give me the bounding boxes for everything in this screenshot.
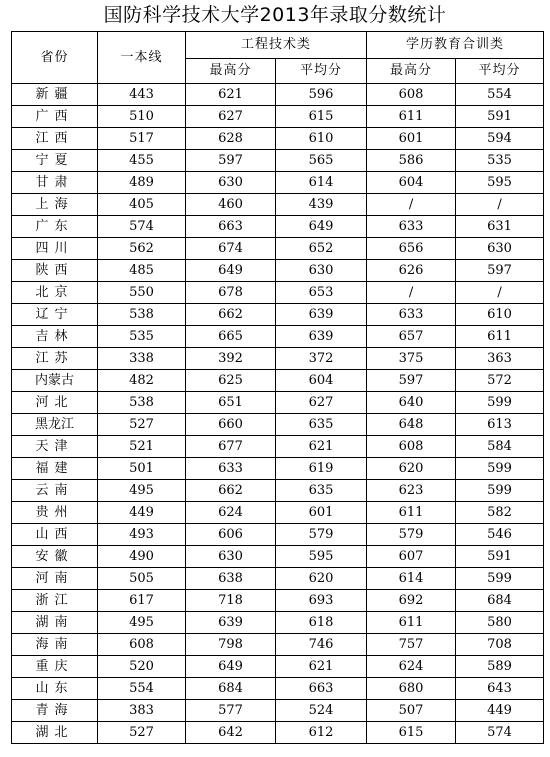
table-row xyxy=(12,326,544,348)
eng-avg-cell: 621 xyxy=(276,436,367,458)
province-cell: 四川 xyxy=(12,238,98,260)
eng-max-cell: 392 xyxy=(186,348,276,370)
eng-avg-cell: 635 xyxy=(276,414,367,436)
province-cell: 河北 xyxy=(12,392,98,414)
eng-avg-cell: 601 xyxy=(276,502,367,524)
edu-max-cell: / xyxy=(367,194,456,216)
province-cell: 甘肃 xyxy=(12,172,98,194)
table-row xyxy=(12,436,544,458)
table-row xyxy=(12,524,544,546)
edu-avg-cell: 610 xyxy=(456,304,544,326)
eng-max-cell: 633 xyxy=(186,458,276,480)
header-province: 省份 xyxy=(12,32,98,84)
edu-avg-cell: 582 xyxy=(456,502,544,524)
eng-avg-cell: 612 xyxy=(276,722,367,744)
province-cell: 贵州 xyxy=(12,502,98,524)
edu-max-cell: 640 xyxy=(367,392,456,414)
eng-avg-cell: 610 xyxy=(276,128,367,150)
province-cell: 湖南 xyxy=(12,612,98,634)
eng-max-cell: 630 xyxy=(186,172,276,194)
table-body xyxy=(12,84,544,744)
province-cell: 福建 xyxy=(12,458,98,480)
edu-max-cell: 626 xyxy=(367,260,456,282)
table-row xyxy=(12,150,544,172)
table-row xyxy=(12,348,544,370)
edu-avg-cell: 631 xyxy=(456,216,544,238)
tier1-cell: 608 xyxy=(98,634,186,656)
edu-max-cell: 611 xyxy=(367,612,456,634)
edu-avg-cell: 643 xyxy=(456,678,544,700)
header-eng-avg: 平均分 xyxy=(276,59,367,84)
province-cell: 江西 xyxy=(12,128,98,150)
edu-max-cell: 623 xyxy=(367,480,456,502)
eng-avg-cell: 693 xyxy=(276,590,367,612)
page-title: 国防科学技术大学2013年录取分数统计 xyxy=(103,4,447,26)
eng-max-cell: 662 xyxy=(186,304,276,326)
province-cell: 海南 xyxy=(12,634,98,656)
eng-avg-cell: 595 xyxy=(276,546,367,568)
tier1-cell: 550 xyxy=(98,282,186,304)
edu-avg-cell: / xyxy=(456,194,544,216)
eng-avg-cell: 604 xyxy=(276,370,367,392)
eng-max-cell: 663 xyxy=(186,216,276,238)
eng-avg-cell: 639 xyxy=(276,304,367,326)
edu-max-cell: 680 xyxy=(367,678,456,700)
edu-max-cell: 601 xyxy=(367,128,456,150)
edu-avg-cell: 630 xyxy=(456,238,544,260)
table-row xyxy=(12,172,544,194)
tier1-cell: 517 xyxy=(98,128,186,150)
eng-max-cell: 651 xyxy=(186,392,276,414)
edu-max-cell: 604 xyxy=(367,172,456,194)
edu-max-cell: 607 xyxy=(367,546,456,568)
table-row xyxy=(12,370,544,392)
province-cell: 吉林 xyxy=(12,326,98,348)
edu-avg-cell: 599 xyxy=(456,480,544,502)
edu-avg-cell: 591 xyxy=(456,546,544,568)
header-education-group: 学历教育合训类 xyxy=(367,32,544,59)
eng-max-cell: 628 xyxy=(186,128,276,150)
edu-max-cell: 620 xyxy=(367,458,456,480)
table-row xyxy=(12,568,544,590)
table-row xyxy=(12,304,544,326)
edu-avg-cell: / xyxy=(456,282,544,304)
edu-max-cell: 586 xyxy=(367,150,456,172)
tier1-cell: 493 xyxy=(98,524,186,546)
province-cell: 安徽 xyxy=(12,546,98,568)
table-row xyxy=(12,612,544,634)
province-cell: 黑龙江 xyxy=(12,414,98,436)
header-edu-avg: 平均分 xyxy=(456,59,544,84)
eng-max-cell: 624 xyxy=(186,502,276,524)
table-row xyxy=(12,722,544,744)
edu-avg-cell: 599 xyxy=(456,568,544,590)
edu-avg-cell: 535 xyxy=(456,150,544,172)
province-cell: 山西 xyxy=(12,524,98,546)
edu-avg-cell: 595 xyxy=(456,172,544,194)
table-row xyxy=(12,458,544,480)
eng-avg-cell: 615 xyxy=(276,106,367,128)
edu-avg-cell: 572 xyxy=(456,370,544,392)
edu-avg-cell: 554 xyxy=(456,84,544,106)
edu-avg-cell: 580 xyxy=(456,612,544,634)
tier1-cell: 574 xyxy=(98,216,186,238)
province-cell: 湖北 xyxy=(12,722,98,744)
province-cell: 北京 xyxy=(12,282,98,304)
tier1-cell: 489 xyxy=(98,172,186,194)
province-cell: 宁夏 xyxy=(12,150,98,172)
table-row xyxy=(12,700,544,722)
eng-avg-cell: 439 xyxy=(276,194,367,216)
province-cell: 江苏 xyxy=(12,348,98,370)
tier1-cell: 521 xyxy=(98,436,186,458)
eng-max-cell: 678 xyxy=(186,282,276,304)
tier1-cell: 554 xyxy=(98,678,186,700)
eng-avg-cell: 579 xyxy=(276,524,367,546)
province-cell: 重庆 xyxy=(12,656,98,678)
tier1-cell: 495 xyxy=(98,480,186,502)
eng-avg-cell: 620 xyxy=(276,568,367,590)
eng-avg-cell: 746 xyxy=(276,634,367,656)
edu-avg-cell: 589 xyxy=(456,656,544,678)
province-cell: 上海 xyxy=(12,194,98,216)
edu-max-cell: 757 xyxy=(367,634,456,656)
eng-max-cell: 627 xyxy=(186,106,276,128)
edu-max-cell: 648 xyxy=(367,414,456,436)
table-row xyxy=(12,238,544,260)
edu-max-cell: 624 xyxy=(367,656,456,678)
table-row xyxy=(12,414,544,436)
eng-avg-cell: 627 xyxy=(276,392,367,414)
edu-max-cell: 597 xyxy=(367,370,456,392)
table-row xyxy=(12,194,544,216)
tier1-cell: 617 xyxy=(98,590,186,612)
tier1-cell: 383 xyxy=(98,700,186,722)
table-row xyxy=(12,480,544,502)
tier1-cell: 495 xyxy=(98,612,186,634)
eng-avg-cell: 663 xyxy=(276,678,367,700)
province-cell: 浙江 xyxy=(12,590,98,612)
edu-max-cell: 507 xyxy=(367,700,456,722)
edu-max-cell: / xyxy=(367,282,456,304)
table-row xyxy=(12,502,544,524)
edu-max-cell: 608 xyxy=(367,84,456,106)
table-header xyxy=(12,32,544,84)
eng-max-cell: 649 xyxy=(186,656,276,678)
edu-avg-cell: 574 xyxy=(456,722,544,744)
tier1-cell: 443 xyxy=(98,84,186,106)
eng-avg-cell: 653 xyxy=(276,282,367,304)
eng-max-cell: 621 xyxy=(186,84,276,106)
tier1-cell: 520 xyxy=(98,656,186,678)
eng-avg-cell: 565 xyxy=(276,150,367,172)
edu-max-cell: 633 xyxy=(367,216,456,238)
table-row xyxy=(12,546,544,568)
tier1-cell: 455 xyxy=(98,150,186,172)
tier1-cell: 527 xyxy=(98,414,186,436)
eng-max-cell: 597 xyxy=(186,150,276,172)
tier1-cell: 449 xyxy=(98,502,186,524)
edu-avg-cell: 594 xyxy=(456,128,544,150)
table-row xyxy=(12,678,544,700)
province-cell: 河南 xyxy=(12,568,98,590)
header-edu-max: 最高分 xyxy=(367,59,456,84)
header-tier1: 一本线 xyxy=(98,32,186,84)
province-cell: 山东 xyxy=(12,678,98,700)
province-cell: 辽宁 xyxy=(12,304,98,326)
eng-avg-cell: 639 xyxy=(276,326,367,348)
eng-max-cell: 677 xyxy=(186,436,276,458)
edu-avg-cell: 584 xyxy=(456,436,544,458)
eng-max-cell: 662 xyxy=(186,480,276,502)
edu-max-cell: 656 xyxy=(367,238,456,260)
score-table xyxy=(11,31,544,744)
tier1-cell: 527 xyxy=(98,722,186,744)
eng-max-cell: 639 xyxy=(186,612,276,634)
table-row xyxy=(12,128,544,150)
eng-avg-cell: 630 xyxy=(276,260,367,282)
edu-avg-cell: 591 xyxy=(456,106,544,128)
edu-avg-cell: 684 xyxy=(456,590,544,612)
table-row xyxy=(12,590,544,612)
edu-max-cell: 611 xyxy=(367,106,456,128)
edu-max-cell: 633 xyxy=(367,304,456,326)
eng-max-cell: 684 xyxy=(186,678,276,700)
province-cell: 广西 xyxy=(12,106,98,128)
province-cell: 新疆 xyxy=(12,84,98,106)
tier1-cell: 535 xyxy=(98,326,186,348)
eng-max-cell: 718 xyxy=(186,590,276,612)
edu-max-cell: 615 xyxy=(367,722,456,744)
edu-max-cell: 579 xyxy=(367,524,456,546)
table-row xyxy=(12,656,544,678)
eng-max-cell: 665 xyxy=(186,326,276,348)
tier1-cell: 338 xyxy=(98,348,186,370)
eng-avg-cell: 649 xyxy=(276,216,367,238)
eng-max-cell: 606 xyxy=(186,524,276,546)
edu-max-cell: 692 xyxy=(367,590,456,612)
tier1-cell: 562 xyxy=(98,238,186,260)
edu-avg-cell: 599 xyxy=(456,458,544,480)
eng-max-cell: 630 xyxy=(186,546,276,568)
eng-avg-cell: 372 xyxy=(276,348,367,370)
tier1-cell: 405 xyxy=(98,194,186,216)
edu-avg-cell: 546 xyxy=(456,524,544,546)
table-row xyxy=(12,282,544,304)
edu-avg-cell: 599 xyxy=(456,392,544,414)
table-row xyxy=(12,392,544,414)
edu-avg-cell: 363 xyxy=(456,348,544,370)
edu-avg-cell: 449 xyxy=(456,700,544,722)
tier1-cell: 482 xyxy=(98,370,186,392)
eng-max-cell: 642 xyxy=(186,722,276,744)
table-row xyxy=(12,216,544,238)
eng-avg-cell: 635 xyxy=(276,480,367,502)
table-row xyxy=(12,106,544,128)
province-cell: 广东 xyxy=(12,216,98,238)
eng-avg-cell: 618 xyxy=(276,612,367,634)
header-engineering-group: 工程技术类 xyxy=(186,32,367,59)
eng-avg-cell: 524 xyxy=(276,700,367,722)
eng-avg-cell: 652 xyxy=(276,238,367,260)
province-cell: 内蒙古 xyxy=(12,370,98,392)
edu-avg-cell: 613 xyxy=(456,414,544,436)
eng-max-cell: 460 xyxy=(186,194,276,216)
eng-max-cell: 625 xyxy=(186,370,276,392)
tier1-cell: 485 xyxy=(98,260,186,282)
tier1-cell: 510 xyxy=(98,106,186,128)
table-row xyxy=(12,634,544,656)
table-row xyxy=(12,260,544,282)
eng-max-cell: 674 xyxy=(186,238,276,260)
tier1-cell: 490 xyxy=(98,546,186,568)
edu-max-cell: 614 xyxy=(367,568,456,590)
province-cell: 云南 xyxy=(12,480,98,502)
table-row xyxy=(12,84,544,106)
tier1-cell: 505 xyxy=(98,568,186,590)
edu-avg-cell: 708 xyxy=(456,634,544,656)
eng-avg-cell: 614 xyxy=(276,172,367,194)
tier1-cell: 538 xyxy=(98,304,186,326)
edu-max-cell: 375 xyxy=(367,348,456,370)
eng-max-cell: 660 xyxy=(186,414,276,436)
edu-max-cell: 608 xyxy=(367,436,456,458)
edu-max-cell: 611 xyxy=(367,502,456,524)
eng-avg-cell: 619 xyxy=(276,458,367,480)
edu-max-cell: 657 xyxy=(367,326,456,348)
header-eng-max: 最高分 xyxy=(186,59,276,84)
eng-max-cell: 798 xyxy=(186,634,276,656)
eng-avg-cell: 621 xyxy=(276,656,367,678)
tier1-cell: 538 xyxy=(98,392,186,414)
eng-avg-cell: 596 xyxy=(276,84,367,106)
province-cell: 青海 xyxy=(12,700,98,722)
eng-max-cell: 577 xyxy=(186,700,276,722)
province-cell: 天津 xyxy=(12,436,98,458)
eng-max-cell: 649 xyxy=(186,260,276,282)
province-cell: 陕西 xyxy=(12,260,98,282)
eng-max-cell: 638 xyxy=(186,568,276,590)
tier1-cell: 501 xyxy=(98,458,186,480)
edu-avg-cell: 611 xyxy=(456,326,544,348)
edu-avg-cell: 597 xyxy=(456,260,544,282)
